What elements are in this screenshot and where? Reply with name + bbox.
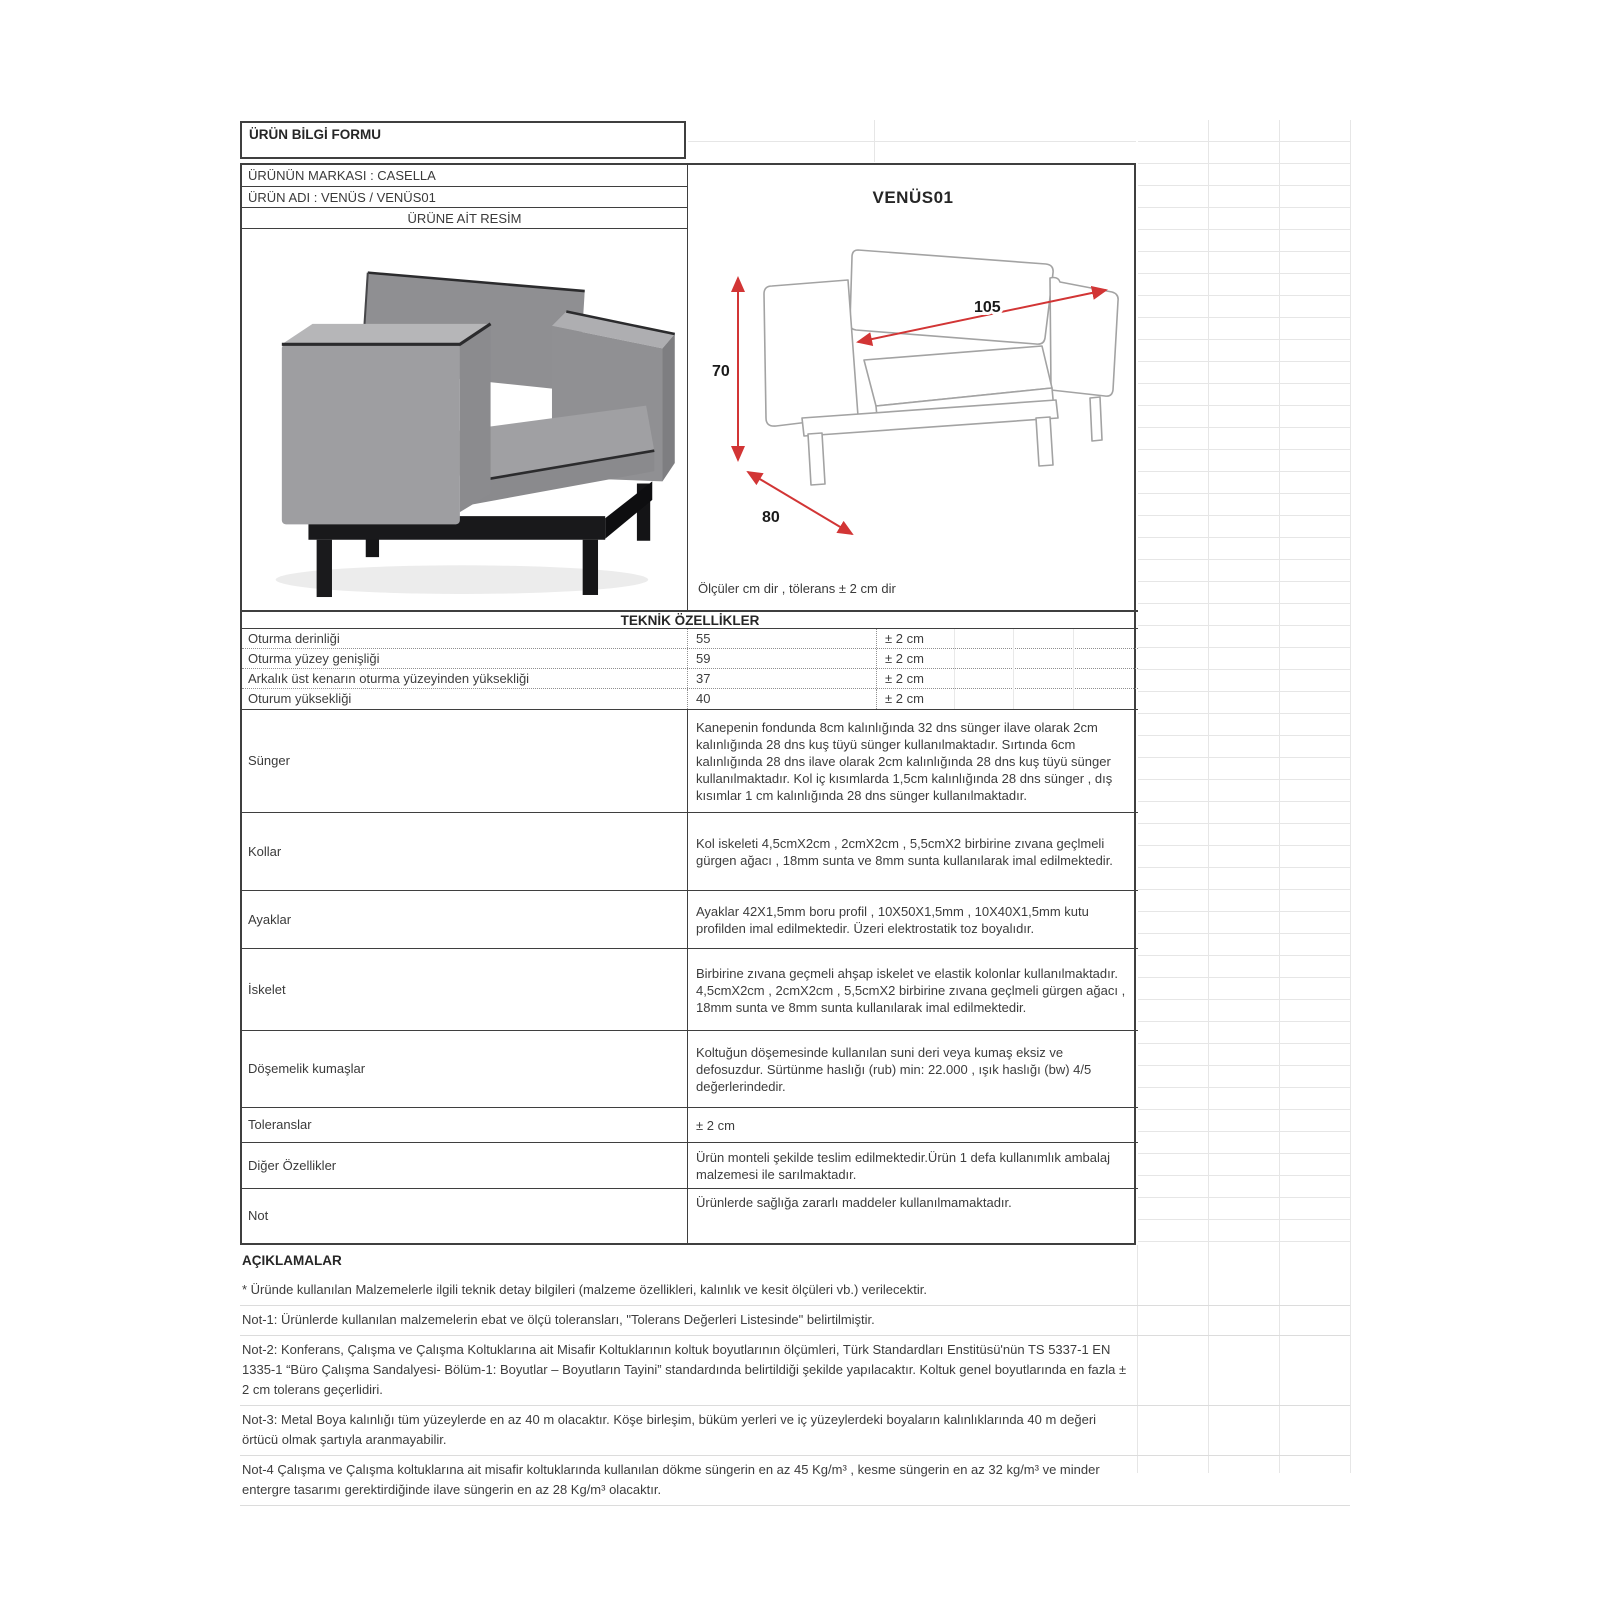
notes-heading: AÇIKLAMALAR [242, 1253, 342, 1268]
detail-label: İskelet [242, 949, 688, 1030]
brand-row [242, 165, 688, 187]
notes-section [240, 1248, 1350, 1506]
detail-label: Kollar [242, 813, 688, 890]
detail-text: Ürün monteli şekilde teslim edilmektedir.Ürün 1 defa kullanımlık ambalaj malzemesi ile sarılmaktadır. [696, 1150, 1111, 1182]
outline-leg-front-right [1036, 417, 1053, 466]
detail-text: Birbirine zıvana geçmeli ahşap iskelet ve elastik kolonlar kullanılmaktadır. 4,5cmX2cm , 2cmX2cm , 5,5cmX2 birbirine zıvana geçlmeli gürgen ağacı , 18mm sunta ve 8mm sunta kullanılarak imal edilmektedir. [696, 965, 1126, 1015]
spec-row [242, 689, 1138, 709]
detail-label: Sünger [242, 710, 688, 812]
technical-drawing [706, 220, 1120, 540]
note-row [240, 1406, 1350, 1456]
spec-label: Oturma derinliği [242, 629, 688, 648]
spreadsheet-grid-right [1138, 120, 1351, 1245]
tech-specs-header: TEKNİK ÖZELLİKLER [242, 610, 1138, 629]
detail-row [242, 1188, 1138, 1243]
detail-row [242, 890, 1138, 948]
note-row [240, 1336, 1350, 1406]
spec-tolerance: ± 2 cm [885, 631, 924, 646]
gridline-column [1350, 1245, 1351, 1473]
detail-row [242, 1142, 1138, 1188]
detail-label: Toleranslar [242, 1108, 688, 1142]
detail-row [242, 948, 1138, 1030]
detail-text: Kanepenin fondunda 8cm kalınlığında 32 dns sünger ilave olarak 2cm kalınlığında 28 dns kuş tüyü sünger kullanılmaktadır. Sırtında 6cm kalınlığında 28 dns ilave olarak 2cm kalınlığında 28 dns kuş tüyü sünger kullanılmaktadır. Kol iç kısımlarda 1,5cm kalınlığında 28 dns sünger , dış kısımlar 1 cm kalınlığında 28 dns sünger kullanılmaktadır. [696, 720, 1113, 803]
dimension-label-depth: 80 [762, 508, 780, 526]
detail-row [242, 709, 1138, 812]
chair-left-arm-top [281, 324, 490, 344]
chair-front-right-leg [582, 540, 597, 595]
chair-left-arm-side [459, 324, 490, 512]
outline-left-arm [764, 280, 858, 426]
model-cell [688, 165, 1138, 610]
dimension-label-width: 105 [974, 298, 1001, 316]
detail-text: Ayaklar 42X1,5mm boru profil , 10X50X1,5mm , 10X40X1,5mm kutu profilden imal edilmektedir. Üzeri elektrostatik toz boyalıdır. [696, 904, 1089, 936]
spec-value: 59 [688, 649, 877, 668]
spec-row [242, 649, 1138, 669]
note-text: Not-3: Metal Boya kalınlığı tüm yüzeylerde en az 40 m olacaktır. Köşe birleşim, büküm yerleri ve iç yüzeylerdeki boyaların kalınlıklarında 40 m değeri örtücü olmak şartıyla aranmayabilir. [242, 1412, 1097, 1448]
spec-tolerance: ± 2 cm [885, 691, 924, 706]
gridline-column [1013, 629, 1014, 709]
spec-value: 37 [688, 669, 877, 688]
detail-row [242, 812, 1138, 890]
detail-label: Not [242, 1189, 688, 1243]
spec-label: Arkalık üst kenarın oturma yüzeyinden yüksekliği [242, 669, 688, 688]
outline-leg-back-right [1090, 397, 1102, 441]
note-text: * Üründe kullanılan Malzemelerle ilgili teknik detay bilgileri (malzeme özellikleri, kalınlık ve kesit ölçüleri vb.) verilecektir. [242, 1282, 927, 1298]
spec-row [242, 629, 1138, 649]
product-name-label: ÜRÜN ADI : VENÜS / VENÜS01 [248, 190, 436, 205]
spreadsheet-grid-top [688, 120, 1136, 162]
detail-row [242, 1030, 1138, 1107]
brand-label: ÜRÜNÜN MARKASI : CASELLA [248, 168, 436, 183]
note-text: Not-1: Ürünlerde kullanılan malzemelerin ebat ve ölçü toleransları, "Tolerans Değerleri Listesinde" belirtilmiştir. [242, 1312, 875, 1328]
dimension-note: Ölçüler cm dir , tölerans ± 2 cm dir [698, 581, 896, 597]
spec-row [242, 669, 1138, 689]
spec-value: 40 [688, 689, 877, 709]
detail-label: Diğer Özellikler [242, 1143, 688, 1188]
outline-backrest [850, 250, 1053, 344]
spec-tolerance: ± 2 cm [885, 651, 924, 666]
detail-label: Döşemelik kumaşlar [242, 1031, 688, 1107]
note-text: Not-4 Çalışma ve Çalışma koltuklarına ait misafir koltuklarında kullanılan dökme süngerin en az 45 Kg/m³ , kesme süngerin en az 32 kg/m³ ve minder entergre tasarımı gerektirdiğinde ilave süngerin en az 28 Kg/m³ olacaktır. [242, 1462, 1100, 1498]
gridline-column [1073, 629, 1074, 709]
dimension-label-height: 70 [712, 362, 730, 380]
spec-value: 55 [688, 629, 877, 648]
detail-label: Ayaklar [242, 891, 688, 948]
spec-label: Oturma yüzey genişliği [242, 649, 688, 668]
chair-front-left-leg [316, 540, 331, 597]
note-row [240, 1276, 1350, 1306]
spec-tolerance: ± 2 cm [885, 671, 924, 686]
model-title: VENÜS01 [872, 188, 954, 207]
note-row [240, 1456, 1350, 1506]
detail-text: Kol iskeleti 4,5cmX2cm , 2cmX2cm , 5,5cmX2 birbirine zıvana geçlmeli gürgen ağacı , 18mm sunta ve 8mm sunta kullanılarak imal edilmektedir. [696, 836, 1113, 868]
detail-text: Koltuğun döşemesinde kullanılan suni deri veya kumaş eksiz ve defosuzdur. Sürtünme haslığı (rub) min: 22.000 , ışık haslığı (bw) 4/5 değerlerindedir. [696, 1045, 1092, 1094]
detail-text: ± 2 cm [696, 1118, 735, 1133]
detail-text: Ürünlerde sağlığa zararlı maddeler kullanılmamaktadır. [696, 1195, 1012, 1210]
note-row [240, 1306, 1350, 1336]
product-photo-cell [242, 229, 688, 610]
image-caption-row [242, 208, 688, 229]
image-caption-label: ÜRÜNE AİT RESİM [407, 211, 522, 226]
detail-row [242, 1107, 1138, 1142]
chair-right-arm-side [662, 334, 674, 481]
spec-label: Oturum yüksekliği [242, 689, 688, 709]
product-name-row [242, 187, 688, 208]
gridline-column [954, 629, 955, 709]
product-photo [245, 235, 685, 605]
chair-left-arm-front [281, 344, 459, 524]
note-text: Not-2: Konferans, Çalışma ve Çalışma Koltuklarına ait Misafir Koltuklarının koltuk boyutlarının ölçümleri, Türk Standardları Enstitüsü'nün TS 5337-1 EN 1335-1 “Büro Çalışma Sandalyesi- Bölüm-1: Boyutlar – Boyutların Tayini” standardında belirtildiği şekilde yapılacaktır. Koltuk genel boyutlarında en fazla ± 2 cm tolerans geçerlidiri. [242, 1342, 1127, 1398]
product-table [240, 163, 1136, 1245]
form-title: ÜRÜN BİLGİ FORMU [240, 121, 686, 159]
outline-leg-front-left [808, 433, 825, 485]
